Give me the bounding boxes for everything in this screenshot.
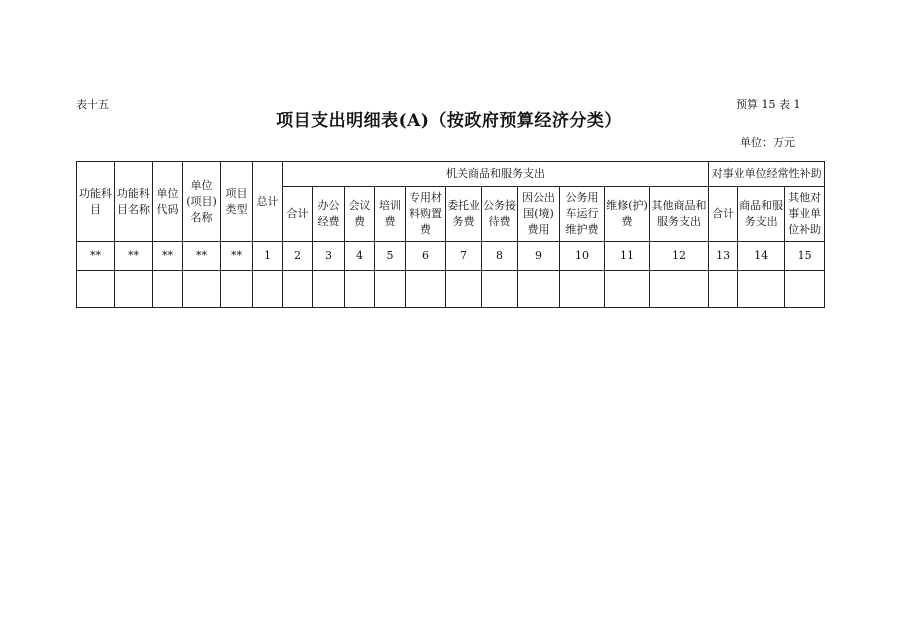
table-cell (738, 271, 785, 308)
col-meeting: 会议费 (345, 187, 375, 242)
table-cell: 15 (785, 242, 825, 271)
table-cell: 11 (605, 242, 650, 271)
table-cell (785, 271, 825, 308)
table-cell (605, 271, 650, 308)
col-unit-code: 单位代码 (153, 162, 183, 242)
col-training: 培训费 (375, 187, 406, 242)
table-cell: 7 (446, 242, 482, 271)
table-cell: ** (183, 242, 221, 271)
table-cell: 12 (650, 242, 709, 271)
table-cell (313, 271, 345, 308)
table-cell (518, 271, 560, 308)
table-cell (183, 271, 221, 308)
table-cell: 4 (345, 242, 375, 271)
table-cell: ** (153, 242, 183, 271)
col-unit-name: 单位(项目)名称 (183, 162, 221, 242)
table-cell (650, 271, 709, 308)
table-cell: 10 (560, 242, 605, 271)
page-title: 项目支出明细表(A)（按政府预算经济分类） (276, 111, 622, 131)
empty-row (77, 271, 825, 308)
table-cell (560, 271, 605, 308)
col-materials: 专用材料购置费 (406, 187, 446, 242)
col-other-goods: 其他商品和服务支出 (650, 187, 709, 242)
group-subsidy: 对事业单位经常性补助 (709, 162, 825, 187)
table-cell: 13 (709, 242, 738, 271)
col-reception: 公务接待费 (482, 187, 518, 242)
table-cell: ** (221, 242, 253, 271)
table-cell: ** (115, 242, 153, 271)
index-row (77, 242, 825, 271)
col-total: 总计 (253, 162, 283, 242)
table-cell (115, 271, 153, 308)
table-cell: 1 (253, 242, 283, 271)
table-cell (153, 271, 183, 308)
col-func-name: 功能科目名称 (115, 162, 153, 242)
col-maintenance: 维修(护)费 (605, 187, 650, 242)
table-cell (375, 271, 406, 308)
table-cell: 2 (283, 242, 313, 271)
table-cell: ** (77, 242, 115, 271)
expense-table (76, 161, 825, 308)
unit-label: 单位：万元 (740, 136, 795, 149)
table-cell (709, 271, 738, 308)
table-number: 表十五 (76, 98, 109, 111)
table-cell (253, 271, 283, 308)
table-cell: 6 (406, 242, 446, 271)
table-cell: 8 (482, 242, 518, 271)
col-subsidy-other: 其他对事业单位补助 (785, 187, 825, 242)
col-func-code: 功能科目 (77, 162, 115, 242)
table-cell (406, 271, 446, 308)
col-entrusted: 委托业务费 (446, 187, 482, 242)
table-code: 预算 15 表 1 (736, 98, 801, 111)
table-cell: 9 (518, 242, 560, 271)
col-subsidy-subtotal: 合计 (709, 187, 738, 242)
table-cell (446, 271, 482, 308)
col-subsidy-goods: 商品和服务支出 (738, 187, 785, 242)
table-cell: 3 (313, 242, 345, 271)
table-cell (345, 271, 375, 308)
table-cell (77, 271, 115, 308)
table-cell (283, 271, 313, 308)
table-cell: 14 (738, 242, 785, 271)
col-abroad: 因公出国(境)费用 (518, 187, 560, 242)
table-cell (482, 271, 518, 308)
col-office: 办公经费 (313, 187, 345, 242)
col-vehicle: 公务用车运行维护费 (560, 187, 605, 242)
col-project-type: 项目类型 (221, 162, 253, 242)
col-goods-subtotal: 合计 (283, 187, 313, 242)
group-goods-services: 机关商品和服务支出 (283, 162, 709, 187)
table-cell: 5 (375, 242, 406, 271)
table-cell (221, 271, 253, 308)
